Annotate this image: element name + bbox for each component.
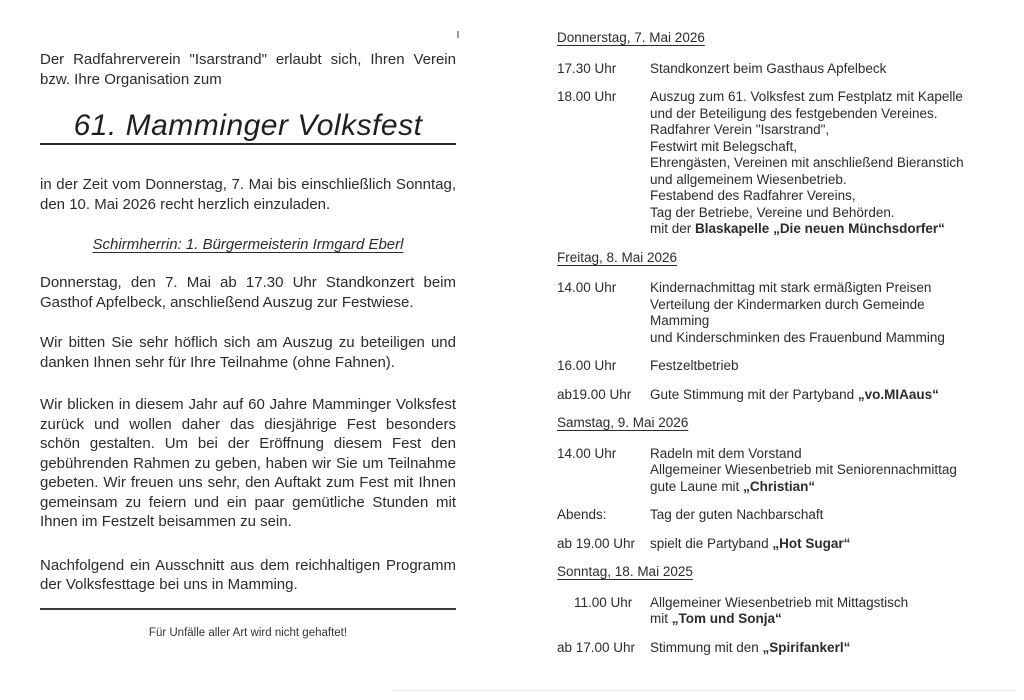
schedule-text — [650, 387, 1013, 404]
schedule-row — [557, 536, 1013, 553]
schedule-time: 14.00 Uhr — [557, 280, 617, 295]
schedule-line: Gute Stimmung mit der Partyband „vo.MIAaus“ — [650, 386, 939, 402]
schedule-section — [557, 564, 1013, 656]
schedule-rows — [557, 61, 1013, 238]
schedule-time: 17.30 Uhr — [557, 60, 617, 76]
schedule-text — [650, 595, 1013, 628]
schedule — [557, 30, 1013, 668]
schedule-line: Festabend des Radfahrer Vereins, — [650, 188, 856, 203]
schedule-row — [557, 61, 1013, 78]
schedule-rows — [557, 446, 1013, 553]
schedule-line: Festwirt mit Belegschaft, — [650, 138, 798, 154]
schedule-line: Verteilung der Kindermarken durch Gemeinde — [650, 296, 925, 312]
invitation-paragraph: in der Zeit vom Donnerstag, 7. Mai bis einschließlich Sonntag, den 10. Mai 2026 recht herzlich einzuladen. — [40, 176, 456, 213]
schedule-line: mit „Tom und Sonja“ — [650, 611, 782, 626]
schedule-line: und Kinderschminken des Frauenbund Mamming — [650, 329, 945, 345]
schedule-line: Festzeltbetrieb — [650, 358, 739, 373]
schedule-time: ab 19.00 Uhr — [557, 535, 636, 551]
schedule-row — [557, 595, 1013, 628]
scan-fold-mark — [457, 31, 459, 38]
scan-artifact-line — [392, 690, 1016, 691]
schedule-text — [650, 446, 1013, 496]
schedule-line: Auszug zum 61. Volksfest zum Festplatz mit Kapelle — [650, 89, 963, 104]
schedule-line: Mamming — [650, 313, 710, 328]
schedule-line: Tag der Betriebe, Vereine und Behörden. — [650, 204, 895, 220]
schedule-section — [557, 415, 1013, 552]
schedule-time: ab 17.00 Uhr — [557, 639, 636, 655]
schedule-row — [557, 387, 1013, 404]
schedule-line: Tag der guten Nachbarschaft — [650, 507, 824, 522]
schedule-section — [557, 30, 1013, 238]
schedule-time: ab19.00 Uhr — [557, 386, 632, 402]
schedule-heading: Freitag, 8. Mai 2026 — [557, 249, 678, 265]
schedule-row — [557, 89, 1013, 238]
schedule-line: gute Laune mit „Christian“ — [650, 478, 816, 494]
paragraph-programm: Nachfolgend ein Ausschnitt aus dem reichhaltigen Programm der Volksfesttage bei uns in Mamming. — [40, 556, 456, 593]
schedule-heading: Sonntag, 18. Mai 2025 — [557, 564, 693, 579]
schedule-section — [557, 250, 1013, 404]
schedule-text — [650, 536, 1013, 553]
patroness-line: Schirmherrin: 1. Bürgermeisterin Irmgard Eberl — [92, 236, 404, 253]
schedule-row — [557, 358, 1013, 375]
schedule-text — [650, 61, 1013, 78]
schedule-row — [557, 507, 1013, 524]
schedule-text — [650, 507, 1013, 524]
schedule-line: Radfahrer Verein "Isarstrand", — [650, 122, 830, 137]
schedule-line: Radeln mit dem Vorstand — [650, 445, 802, 461]
schedule-time: Abends: — [557, 507, 607, 522]
schedule-time: 16.00 Uhr — [557, 358, 617, 373]
schedule-text — [650, 280, 1013, 346]
paragraph-jubilaeum: Wir blicken in diesem Jahr auf 60 Jahre Mamminger Volksfest zurück und wollen daher das diesjährige Fest besonders schön gestalten. Um bei der Eröffnung diesem Fest den gebührenden Rahmen zu geben, haben wir Sie um Teilnahme gebeten. Wir freuen uns sehr, den Auftakt zum Fest mit Ihnen gemeinsam zu feiern und ein paar gemütliche Stunden mit Ihnen im Festzelt beisammen zu sein. — [40, 396, 456, 530]
schedule-rows — [557, 280, 1013, 403]
schedule-time: 11.00 Uhr — [574, 594, 633, 610]
schedule-line: Kindernachmittag mit stark ermäßigten Preisen — [650, 280, 932, 295]
schedule-line: Ehrengästen, Vereinen mit anschließend Bieranstich — [650, 155, 964, 170]
schedule-line: Stimmung mit den „Spirifankerl“ — [650, 639, 851, 655]
schedule-text — [650, 640, 1013, 657]
schedule-line: Allgemeiner Wiesenbetrieb mit Mittagstisch — [650, 594, 909, 610]
schedule-time: 18.00 Uhr — [557, 89, 617, 104]
schedule-line: Allgemeiner Wiesenbetrieb mit Seniorennachmittag — [650, 462, 957, 477]
event-title: 61. Mamminger Volksfest — [40, 116, 456, 145]
schedule-line: und der Beteiligung des festgebenden Vereines. — [650, 105, 938, 121]
divider-line — [40, 608, 456, 610]
schedule-line: und allgemeinem Wiesenbetrieb. — [650, 171, 847, 187]
schedule-row — [557, 640, 1013, 657]
schedule-rows — [557, 595, 1013, 657]
schedule-line: Standkonzert beim Gasthaus Apfelbeck — [650, 60, 887, 76]
schedule-heading: Samstag, 9. Mai 2026 — [557, 415, 689, 430]
schedule-line: mit der Blaskapelle „Die neuen Münchsdorfer“ — [650, 221, 945, 236]
schedule-text — [650, 358, 1013, 375]
schedule-line: spielt die Partyband „Hot Sugar“ — [650, 535, 851, 551]
paragraph-standkonzert: Donnerstag, den 7. Mai ab 17.30 Uhr Standkonzert beim Gasthof Apfelbeck, anschließend Auszug zur Festwiese. — [40, 274, 456, 311]
schedule-heading: Donnerstag, 7. Mai 2026 — [557, 30, 705, 45]
paragraph-teilnahme: Wir bitten Sie sehr höflich sich am Auszug zu beteiligen und danken Ihnen sehr für Ihre Teilnahme (ohne Fahnen). — [40, 334, 456, 371]
schedule-time: 14.00 Uhr — [557, 445, 617, 461]
left-column — [40, 50, 456, 643]
schedule-text — [650, 89, 1013, 238]
disclaimer-text: Für Unfälle aller Art wird nicht gehaftet! — [148, 626, 348, 639]
intro-paragraph: Der Radfahrerverein "Isarstrand" erlaubt sich, Ihren Verein bzw. Ihre Organisation zum — [40, 51, 456, 88]
schedule-row — [557, 280, 1013, 346]
schedule-row — [557, 446, 1013, 496]
